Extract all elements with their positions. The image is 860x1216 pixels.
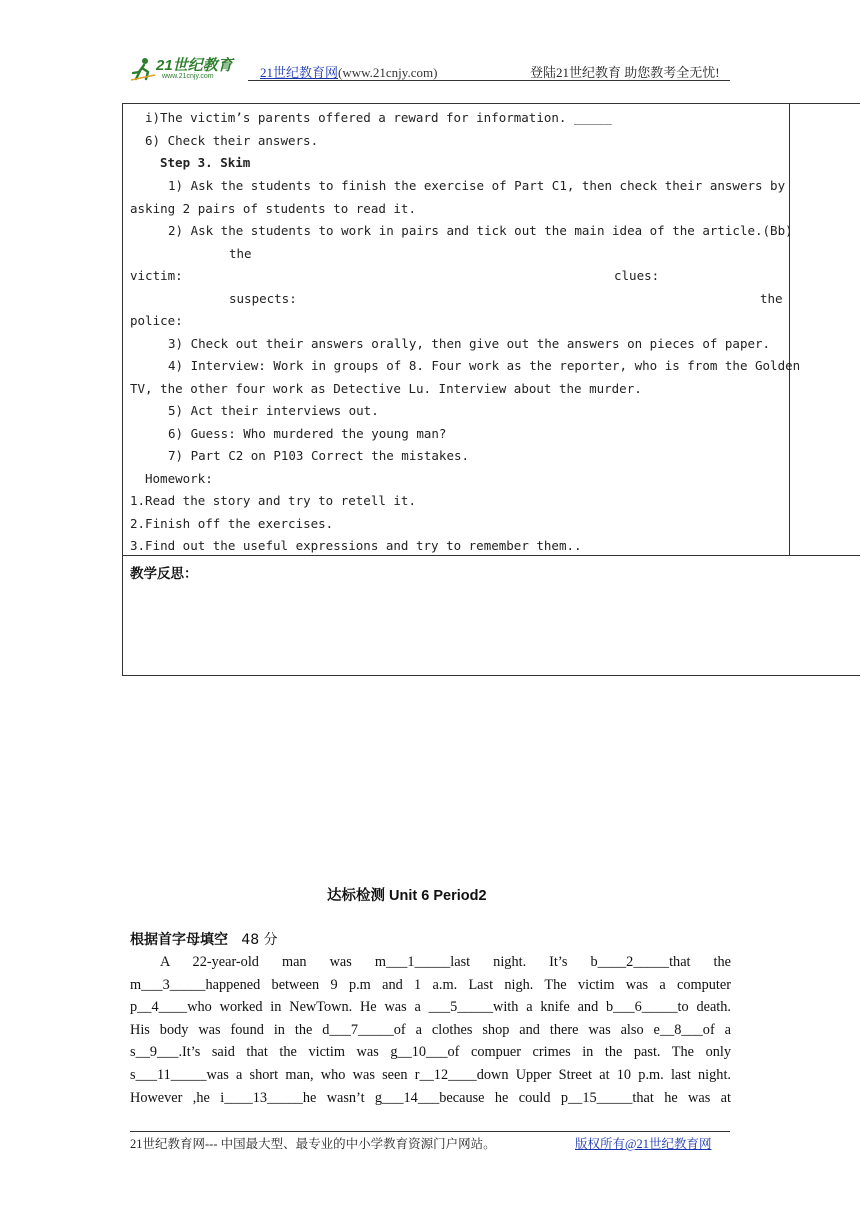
- lesson-line: police:: [130, 313, 183, 328]
- cloze-line: However ,he i____13_____he wasn’t g___14___because he could p__15_____that he was at: [130, 1089, 731, 1106]
- cloze-line: m___3_____happened between 9 p.m and 1 a.m. Last nigh. The victim was a computer: [130, 976, 731, 993]
- lesson-line: TV, the other four work as Detective Lu. Interview about the murder.: [130, 381, 642, 396]
- quiz-score: 48 分: [241, 932, 278, 948]
- lesson-line: 7) Part C2 on P103 Correct the mistakes.: [168, 448, 470, 463]
- site-link[interactable]: [260, 62, 437, 81]
- step-heading: Step 3. Skim: [160, 155, 251, 170]
- logo-url: www.21cnjy.com: [162, 73, 214, 80]
- lesson-line: 4) Interview: Work in groups of 8. Four work as the reporter, who is from the Golden: [168, 358, 801, 373]
- homework-item: 3.Find out the useful expressions and try to remember them..: [130, 538, 582, 553]
- lesson-line: 6) Guess: Who murdered the young man?: [168, 426, 447, 441]
- site-url: (www.21cnjy.com): [338, 65, 438, 80]
- lesson-line: 5) Act their interviews out.: [168, 403, 379, 418]
- footer-divider: [130, 1131, 730, 1132]
- homework-heading: Homework:: [145, 471, 213, 486]
- homework-item: 2.Finish off the exercises.: [130, 516, 334, 531]
- lesson-line: 1) Ask the students to finish the exercise of Part C1, then check their answers by: [168, 178, 786, 193]
- footer-text: 21世纪教育网--- 中国最大型、最专业的中小学教育资源门户网站。: [130, 1137, 496, 1151]
- site-logo: [130, 54, 242, 84]
- table-row-divider: [122, 555, 860, 556]
- cloze-line: s___11_____was a short man, who was seen r__12____down Upper Street at 10 p.m. last night.: [130, 1066, 731, 1083]
- reflection-label: 教学反思：: [130, 566, 198, 582]
- lesson-line: asking 2 pairs of students to read it.: [130, 201, 416, 216]
- quiz-subtitle: 根据首字母填空: [130, 932, 228, 948]
- lesson-line: 6) Check their answers.: [145, 133, 319, 148]
- lesson-line: 3) Check out their answers orally, then give out the answers on pieces of paper.: [168, 336, 771, 351]
- header-divider: [248, 80, 730, 81]
- table-column-divider: [789, 103, 790, 555]
- cloze-line: His body was found in the d___7_____of a clothes shop and there was also e__8___of a: [130, 1021, 731, 1038]
- cloze-paragraph: [130, 951, 731, 1109]
- copyright-link[interactable]: 版权所有@21世纪教育网: [575, 1137, 712, 1151]
- lesson-line: 2) Ask the students to work in pairs and tick out the main idea of the article.(Bb): [168, 223, 793, 238]
- cloze-line: p__4____who worked in NewTown. He was a ___5_____with a knife and b___6_____to death.: [130, 999, 731, 1016]
- lesson-line: suspects:: [229, 291, 297, 306]
- site-name[interactable]: 21世纪教育网: [260, 65, 339, 80]
- lesson-line: i)The victim’s parents offered a reward for information. _____: [145, 110, 612, 125]
- header-slogan: 登陆21世纪教育 助您教考全无忧!: [530, 65, 720, 80]
- logo-text: 21世纪教育: [156, 57, 233, 74]
- cloze-line: A 22-year-old man was m___1_____last night. It’s b____2_____that the: [160, 954, 731, 970]
- homework-item: 1.Read the story and try to retell it.: [130, 493, 416, 508]
- lesson-line: the: [760, 291, 783, 306]
- quiz-title: 达标检测 Unit 6 Period2: [327, 888, 487, 904]
- cloze-line: s__9___.It’s said that the victim was g__10___of compuer crimes in the past. The only: [130, 1044, 731, 1061]
- quiz-instructions: [130, 929, 278, 949]
- lesson-line: the: [229, 246, 252, 261]
- runner-icon: [130, 56, 156, 82]
- lesson-line: victim:: [130, 268, 183, 283]
- lesson-line: clues:: [614, 268, 660, 283]
